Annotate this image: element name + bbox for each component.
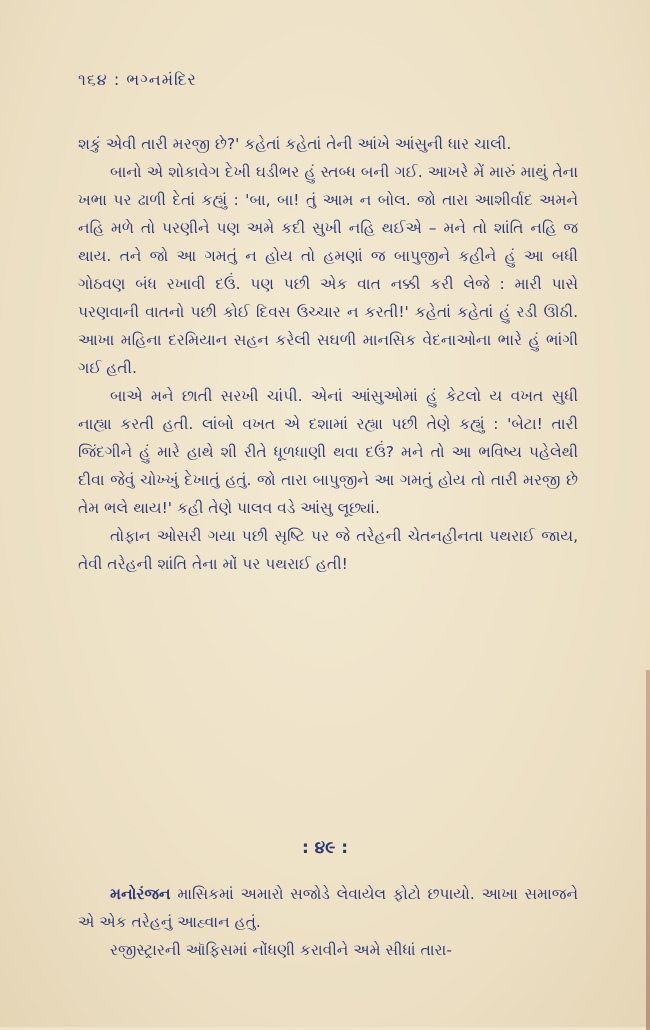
paragraph-1: શકું એવી તારી મરજી છે?' કહેતાં કહેતાં તેની આંખે આંસુની ધાર ચાલી. — [78, 135, 512, 153]
paragraph-4: તોફાન ઓસરી ગયા પછી સૃષ્ટિ પર જે તરેહની ચેતનહીનતા પથરાઈ જાય, તેવી તરેહની શાંતિ તેના મોં પર પથરાઈ હતી! — [78, 527, 578, 573]
header-separator: : — [113, 70, 121, 89]
paragraph-6: રજીસ્ટ્રારની ઑફિસમાં નોંધણી કરાવીને અમે સીધાં તારા- — [110, 941, 452, 959]
second-text-block — [78, 880, 578, 964]
page-edge-shadow — [646, 670, 650, 1030]
paragraph-5-rest: માસિકમાં અમારો સજોડે લેવાયેલ ફોટો છપાયો. આખા સમાજને એ એક તરેહનું આહ્વાન હતું. — [78, 885, 578, 931]
paragraph-2: બાનો એ શોકાવેગ દેખી ઘડીભર હું સ્તબ્ધ બની ગઈ. આખરે મેં મારું માથું તેના ખભા પર ઢાળી દેતાં કહ્યું : 'બા, બા! તું આમ ન બોલ. જો તારા આશીર્વાદ અમને નહિ મળે તો પરણીને પણ અમે કદી સુખી નહિ થઈએ – મને તો શાંતિ નહિ જ થાય. તને જો આ ગમતું ન હોય તો હમણાં જ બાપુજીને કહીને હું આ બધી ગોઠવણ બંધ રખાવી દઉં. પણ પછી એક વાત નક્કી કરી લેજે : મારી પાસે પરણવાની વાતનો પછી કોઈ દિવસ ઉચ્ચાર ન કરતી!' કહેતાં કહેતાં હું રડી ઊઠી. આખા મહિના દરમિયાન સહન કરેલી સઘળી માનસિક વેદનાઓના ભારે હું ભાંગી ગઈ હતી. — [78, 163, 578, 377]
magazine-name: મનોરંજન — [110, 885, 171, 903]
section-marker: : ૪૯ : — [301, 838, 349, 858]
running-header — [78, 70, 197, 90]
main-text-block — [78, 130, 578, 578]
paragraph-3: બાએ મને છાતી સરખી ચાંપી. એનાં આંસુઓમાં હું કેટલો ય વખત સુધી નાહ્યા કરતી હતી. લાંબો વખત એ દશામાં રહ્યા પછી તેણે કહ્યું : 'બેટા! તારી જિંદગીને હું મારે હાથે શી રીતે ધૂળધાણી થવા દઉં? મને તો આ ભવિષ્ય પહેલેથી દીવા જેવું ચોખ્ખું દેખાતું હતું. જો તારા બાપુજીને આ ગમતું હોય તો તારી મરજી છે તેમ ભલે થાય!' કહી તેણે પાલવ વડે આંસુ લૂછ્યાં. — [78, 387, 578, 517]
page-number: ૧૬૪ — [78, 70, 108, 89]
book-title: ભગ્નમંદિર — [126, 70, 197, 89]
paragraph-5 — [78, 880, 578, 936]
